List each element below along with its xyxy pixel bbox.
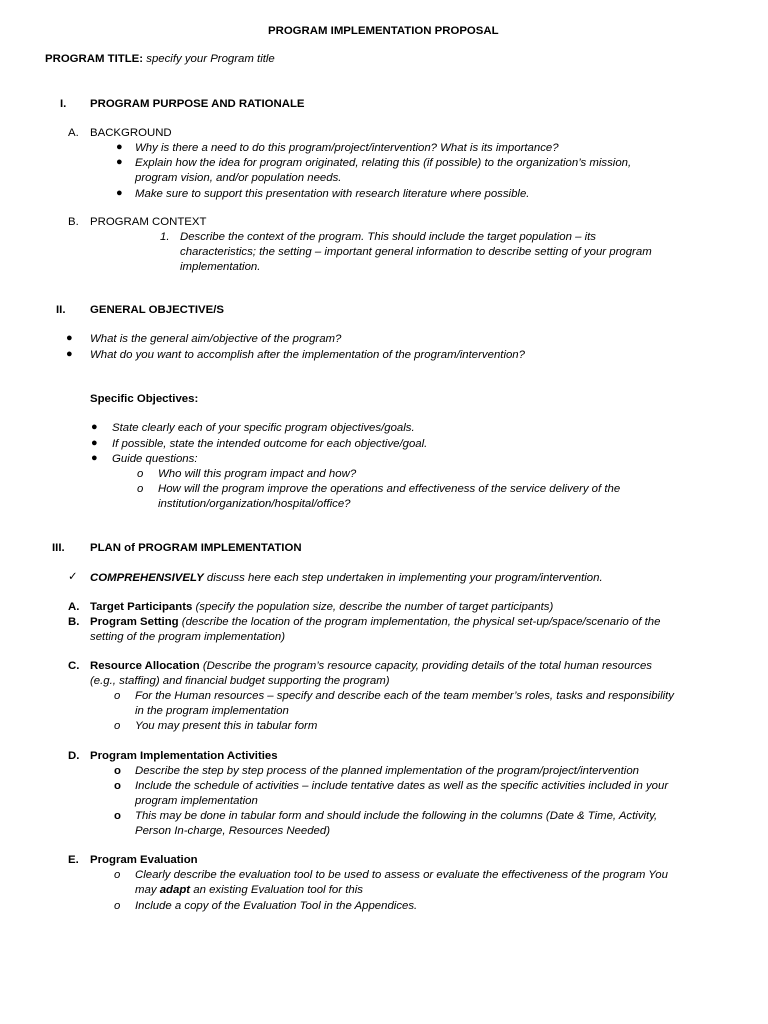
activity-item: Describe the step by step process of the planned implementation of the program/project/intervention	[135, 765, 640, 777]
item-e-letter: E.	[68, 854, 79, 866]
comprehensive-line	[90, 571, 603, 586]
bullet: ●	[91, 437, 98, 449]
item-b-cont: setting of the program implementation)	[90, 631, 286, 643]
bullet: ●	[66, 332, 73, 344]
bullet: ●	[91, 421, 98, 433]
item-a-rest: (specify the population size, describe the number of target participants)	[192, 601, 554, 613]
background-item: Explain how the idea for program originated, relating this (if possible) to the organization’s mission,	[135, 157, 632, 169]
sub-bullet: o	[114, 720, 121, 732]
evaluation-item: Include a copy of the Evaluation Tool in the Appendices.	[135, 900, 418, 912]
context-line: implementation.	[180, 261, 261, 273]
item-e-heading: Program Evaluation	[90, 854, 198, 866]
background-item: Why is there a need to do this program/project/intervention? What is its importance?	[135, 142, 559, 154]
item-d-letter: D.	[68, 750, 80, 762]
section-3-number: III.	[52, 542, 65, 554]
item-b-rest: (describe the location of the program implementation, the physical set-up/space/scenario of the	[178, 616, 661, 628]
section-2-number: II.	[56, 304, 66, 316]
evaluation-may: may	[135, 884, 160, 896]
subsection-a-heading: BACKGROUND	[90, 127, 172, 139]
activity-item: This may be done in tabular form and should include the following in the columns (Date & Time, Activity,	[135, 810, 658, 822]
item-a-bold: Target Participants	[90, 601, 193, 613]
activity-item: Include the schedule of activities – include tentative dates as well as the specific activities included in your	[135, 780, 669, 792]
guide-item: How will the program improve the operations and effectiveness of the service delivery of the	[158, 483, 621, 495]
item-a-letter: A.	[68, 601, 80, 613]
program-title-value: specify your Program title	[146, 53, 275, 65]
evaluation-adapt: adapt	[159, 884, 191, 896]
objective-item: What do you want to accomplish after the implementation of the program/intervention?	[90, 349, 525, 361]
sub-bullet: o	[114, 810, 121, 822]
item-c-letter: C.	[68, 660, 80, 672]
bullet: ●	[116, 141, 123, 153]
item-a-line	[90, 600, 553, 615]
evaluation-item-cont	[135, 883, 363, 898]
program-title-label: PROGRAM TITLE:	[45, 53, 144, 65]
resource-item-cont: in the program implementation	[135, 705, 289, 717]
item-d-heading: Program Implementation Activities	[90, 750, 278, 762]
activity-item-cont: Person In-charge, Resources Needed)	[135, 825, 331, 837]
objective-item: What is the general aim/objective of the program?	[90, 333, 342, 345]
specific-item: If possible, state the intended outcome for each objective/goal.	[112, 438, 428, 450]
comprehensive-bold: COMPREHENSIVELY	[90, 572, 204, 584]
item-c-bold: Resource Allocation	[90, 660, 200, 672]
specific-item: Guide questions:	[112, 453, 198, 465]
document-title: PROGRAM IMPLEMENTATION PROPOSAL	[268, 25, 499, 37]
context-number: 1.	[160, 231, 170, 243]
sub-bullet: o	[137, 483, 144, 495]
item-c-cont: (e.g., staffing) and financial budget supporting the program)	[90, 675, 390, 687]
section-1-number: I.	[60, 98, 67, 110]
bullet: ●	[66, 348, 73, 360]
bullet: ●	[91, 452, 98, 464]
sub-bullet: o	[114, 869, 121, 881]
section-3-heading: PLAN of PROGRAM IMPLEMENTATION	[90, 542, 302, 554]
sub-bullet: o	[114, 900, 121, 912]
activity-item-cont: program implementation	[135, 795, 258, 807]
specific-item: State clearly each of your specific program objectives/goals.	[112, 422, 415, 434]
program-title-line	[45, 52, 275, 67]
item-c-rest: (Describe the program’s resource capacity, providing details of the total human resources	[199, 660, 652, 672]
sub-bullet: o	[137, 468, 144, 480]
guide-item: Who will this program impact and how?	[158, 468, 357, 480]
context-line: Describe the context of the program. This should include the target population – its	[180, 231, 596, 243]
subsection-b-heading: PROGRAM CONTEXT	[90, 216, 207, 228]
resource-item: You may present this in tabular form	[135, 720, 318, 732]
guide-item-cont: institution/organization/hospital/office?	[158, 498, 351, 510]
sub-bullet: o	[114, 765, 121, 777]
sub-bullet: o	[114, 780, 121, 792]
specific-objectives-heading: Specific Objectives:	[90, 393, 199, 405]
background-item-cont: program vision, and/or population needs.	[135, 172, 342, 184]
background-item: Make sure to support this presentation with research literature where possible.	[135, 188, 530, 200]
context-line: characteristics; the setting – important general information to describe setting of your program	[180, 246, 652, 258]
bullet: ●	[116, 156, 123, 168]
item-b-bold: Program Setting	[90, 616, 179, 628]
resource-item: For the Human resources – specify and describe each of the team member’s roles, tasks and responsibility	[135, 690, 674, 702]
bullet: ●	[116, 187, 123, 199]
item-b-letter: B.	[68, 616, 80, 628]
item-c-line	[90, 659, 652, 674]
checkmark-icon: ✓	[68, 571, 78, 583]
sub-bullet: o	[114, 690, 121, 702]
comprehensive-rest: discuss here each step undertaken in implementing your program/intervention.	[203, 572, 603, 584]
subsection-a-letter: A.	[68, 127, 79, 139]
section-2-heading: GENERAL OBJECTIVE/S	[90, 304, 224, 316]
evaluation-rest: an existing Evaluation tool for this	[190, 884, 363, 896]
subsection-b-letter: B.	[68, 216, 79, 228]
evaluation-item: Clearly describe the evaluation tool to be used to assess or evaluate the effectiveness of the program You	[135, 869, 668, 881]
item-b-line	[90, 615, 660, 630]
section-1-heading: PROGRAM PURPOSE AND RATIONALE	[90, 98, 305, 110]
